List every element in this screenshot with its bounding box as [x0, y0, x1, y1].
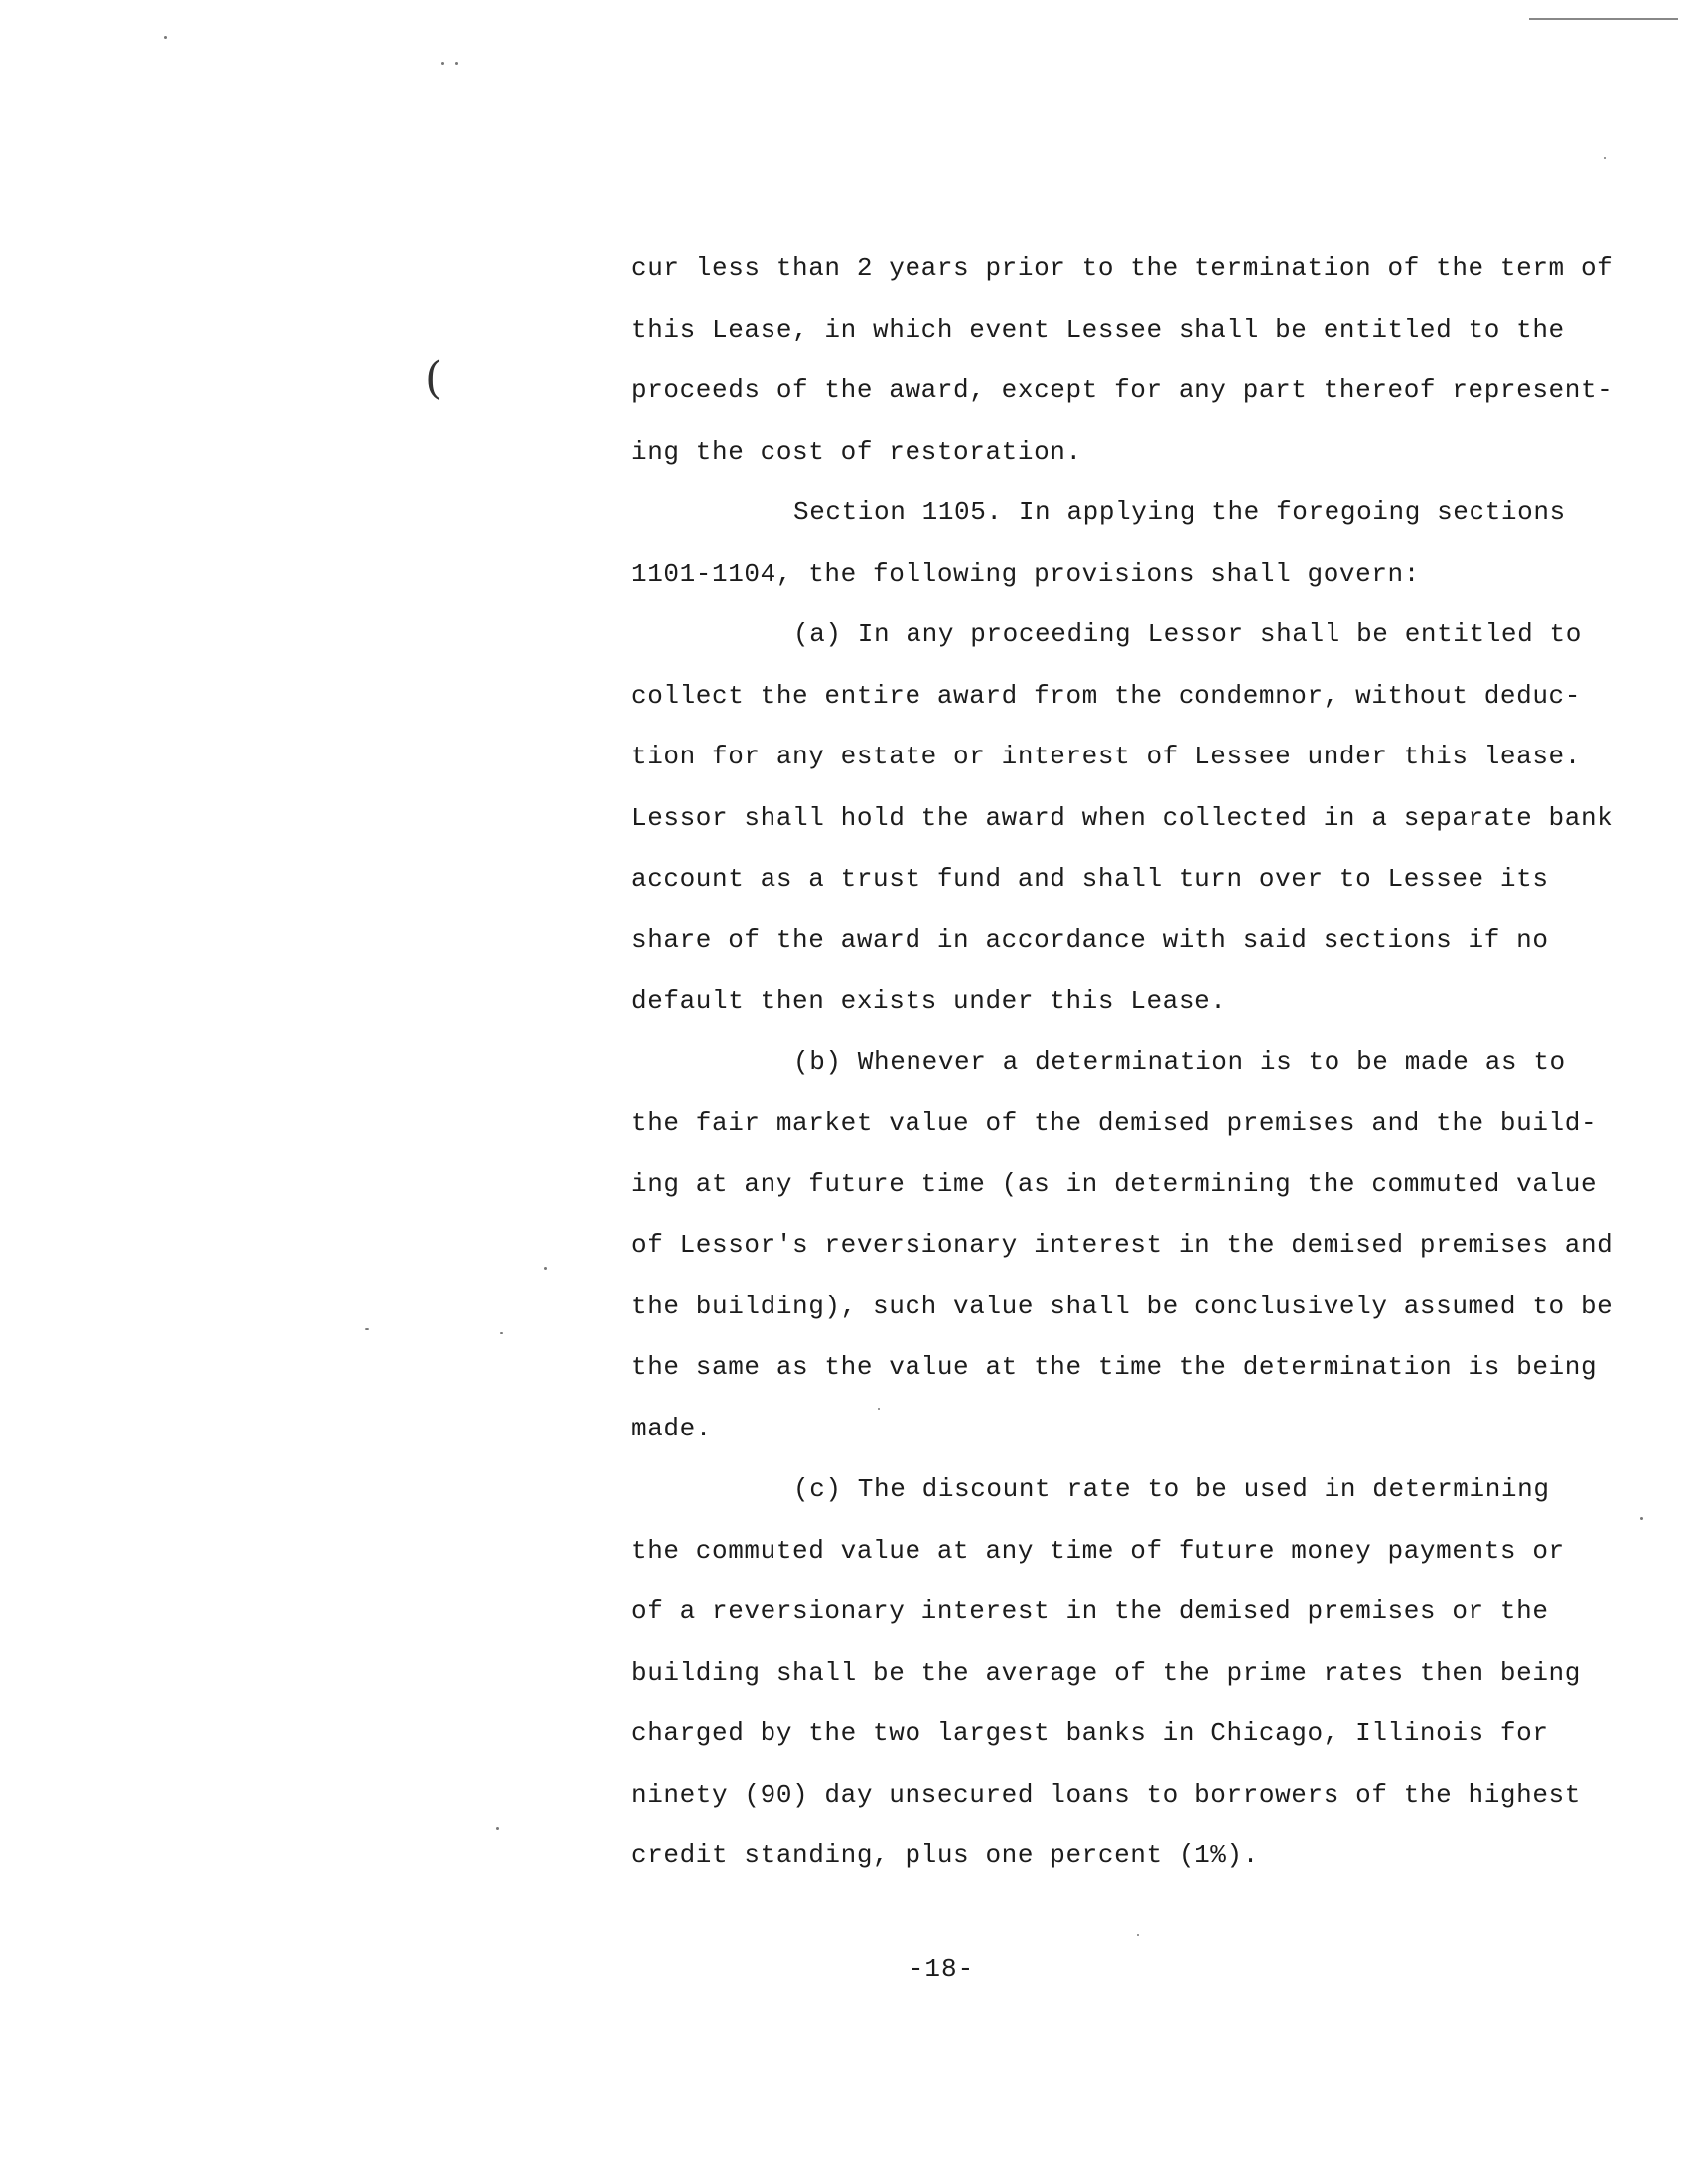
text-line: cur less than 2 years prior to the termination of the term of	[632, 253, 1614, 283]
margin-mark: (	[425, 353, 443, 404]
section-heading-line: Section 1105. In applying the foregoing sections	[793, 497, 1566, 527]
text-line: of Lessor's reversionary interest in the demised premises and	[632, 1230, 1614, 1260]
scan-speck	[164, 36, 167, 39]
text-line: building shall be the average of the prime rates then being	[632, 1657, 1581, 1688]
scan-speck	[1137, 1934, 1139, 1936]
text-line: default then exists under this Lease.	[632, 986, 1227, 1016]
text-line: the fair market value of the demised premises and the build-	[632, 1108, 1598, 1138]
text-line: charged by the two largest banks in Chicago, Illinois for	[632, 1718, 1549, 1748]
text-line: the same as the value at the time the determination is being	[632, 1352, 1598, 1382]
scan-speck	[455, 62, 458, 65]
text-line: made.	[632, 1413, 713, 1443]
text-line: this Lease, in which event Lessee shall be entitled to the	[632, 314, 1565, 344]
scan-speck	[365, 1328, 369, 1330]
scan-edge-mark	[1529, 18, 1678, 20]
clause-a-line: (a) In any proceeding Lessor shall be entitled to	[793, 619, 1582, 649]
text-line: proceeds of the award, except for any part thereof represent-	[632, 375, 1614, 405]
text-line: account as a trust fund and shall turn over to Lessee its	[632, 864, 1549, 893]
text-line: 1101-1104, the following provisions shall govern:	[632, 558, 1420, 589]
scan-speck	[544, 1267, 547, 1270]
text-line: of a reversionary interest in the demised premises or the	[632, 1596, 1549, 1626]
text-line: ing at any future time (as in determining the commuted value	[632, 1168, 1598, 1199]
text-line: ninety (90) day unsecured loans to borrowers of the highest	[632, 1779, 1581, 1810]
text-line: the commuted value at any time of future money payments or	[632, 1535, 1565, 1566]
text-line: share of the award in accordance with said sections if no	[632, 924, 1549, 955]
body-text	[632, 238, 1654, 1887]
text-line: ing the cost of restoration.	[632, 436, 1082, 467]
scan-speck	[1604, 157, 1606, 159]
text-line: Lessor shall hold the award when collected in a separate bank	[632, 802, 1614, 833]
text-line: tion for any estate or interest of Lessee under this lease.	[632, 742, 1581, 771]
scan-speck	[496, 1827, 499, 1830]
page-number: -18-	[908, 1954, 975, 1983]
text-line: credit standing, plus one percent (1%).	[632, 1841, 1259, 1870]
clause-b-line: (b) Whenever a determination is to be made as to	[793, 1046, 1566, 1077]
clause-c-line: (c) The discount rate to be used in determining	[793, 1474, 1550, 1504]
scan-speck	[441, 62, 444, 65]
text-line: collect the entire award from the condemnor, without deduc-	[632, 680, 1581, 711]
text-line: the building), such value shall be conclusively assumed to be	[632, 1291, 1614, 1321]
scan-speck	[500, 1332, 503, 1334]
